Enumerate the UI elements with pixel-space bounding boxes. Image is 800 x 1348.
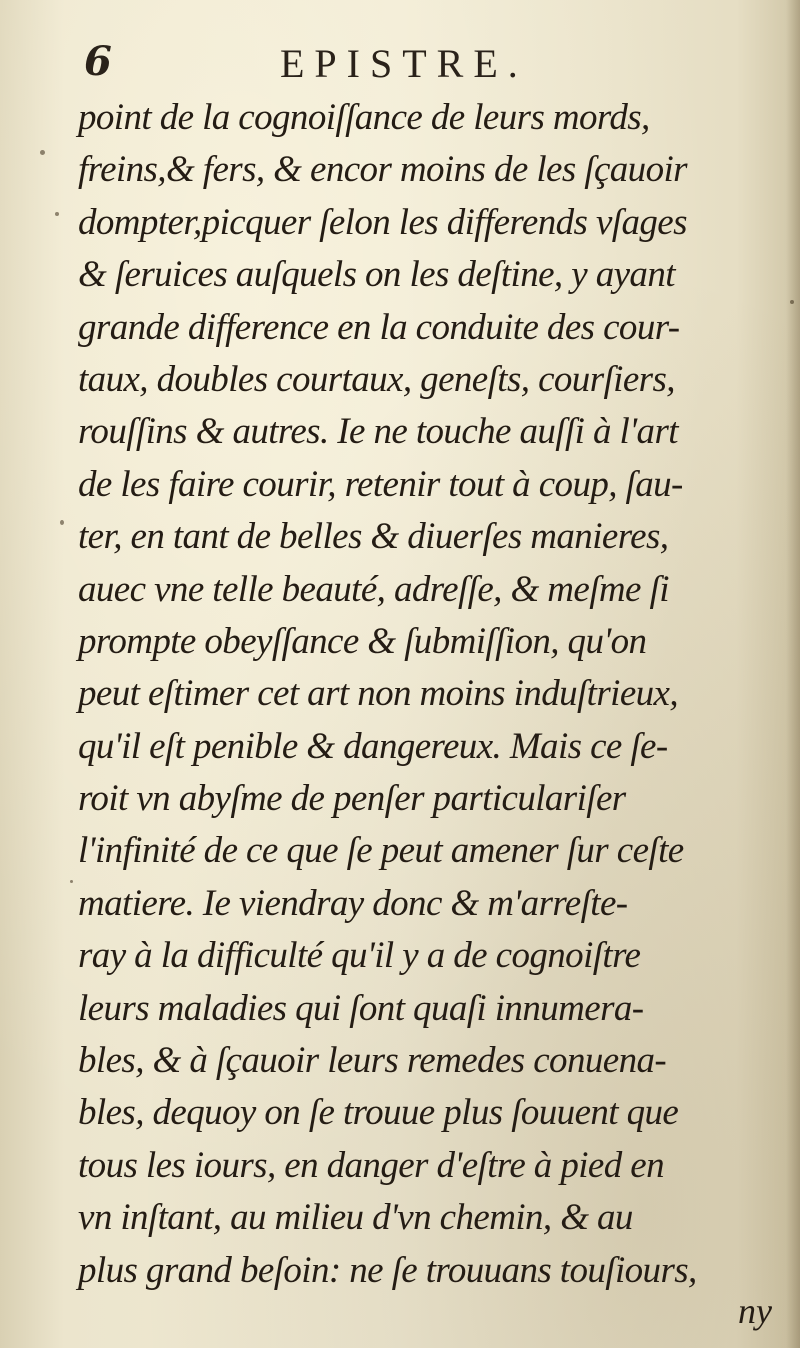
page-number: 6: [84, 38, 112, 85]
body-text: [78, 92, 793, 1297]
text-line: dompter,picquer ſelon les differends vſages: [78, 201, 687, 243]
text-line: grande difference en la conduite des cour-: [78, 306, 680, 348]
text-line: bles, dequoy on ſe trouue plus ſouuent que: [78, 1092, 679, 1134]
text-line: qu'il eſt penible & dangereux. Mais ce ſe-: [78, 725, 668, 767]
paper-speck: [70, 880, 73, 883]
running-title: EPISTRE.: [280, 41, 528, 86]
text-line: freins,& fers, & encor moins de les ſçauoir: [78, 149, 687, 191]
text-line: matiere. Ie viendray donc & m'arreſte-: [78, 882, 628, 924]
paper-speck: [40, 150, 45, 155]
text-line: ter, en tant de belles & diuerſes manieres,: [78, 516, 669, 558]
paper-speck: [55, 212, 59, 216]
text-line: leurs maladies qui ſont quaſi innumera-: [78, 987, 644, 1029]
text-line: peut eſtimer cet art non moins induſtrieux,: [78, 673, 679, 715]
text-line: rouſſins & autres. Ie ne touche auſſi à l'art: [78, 411, 678, 453]
text-line: taux, doubles courtaux, geneſts, courſiers,: [78, 358, 675, 400]
catchword: ny: [738, 1291, 772, 1331]
paper-speck: [790, 300, 794, 304]
text-line: vn inſtant, au milieu d'vn chemin, & au: [78, 1197, 633, 1239]
paper-speck: [60, 520, 64, 525]
text-line: ray à la difficulté qu'il y a de cognoiſtre: [78, 935, 641, 977]
text-line: & ſeruices auſquels on les deſtine, y ayant: [78, 254, 675, 296]
text-line: de les faire courir, retenir tout à coup, ſau-: [78, 463, 683, 505]
text-line: prompte obeyſſance & ſubmiſſion, qu'on: [78, 620, 647, 662]
text-line: auec vne telle beauté, adreſſe, & meſme ſi: [78, 568, 669, 610]
text-line: tous les iours, en danger d'eſtre à pied en: [78, 1144, 665, 1186]
text-line: plus grand beſoin: ne ſe trouuans touſiours,: [78, 1249, 697, 1291]
text-line: bles, & à ſçauoir leurs remedes conuena-: [78, 1040, 667, 1082]
text-line: l'infinité de ce que ſe peut amener ſur ceſte: [78, 830, 684, 872]
text-line: point de la cognoiſſance de leurs mords,: [78, 97, 650, 138]
text-line: roit vn abyſme de penſer particulariſer: [78, 778, 626, 820]
running-head: [84, 38, 724, 88]
